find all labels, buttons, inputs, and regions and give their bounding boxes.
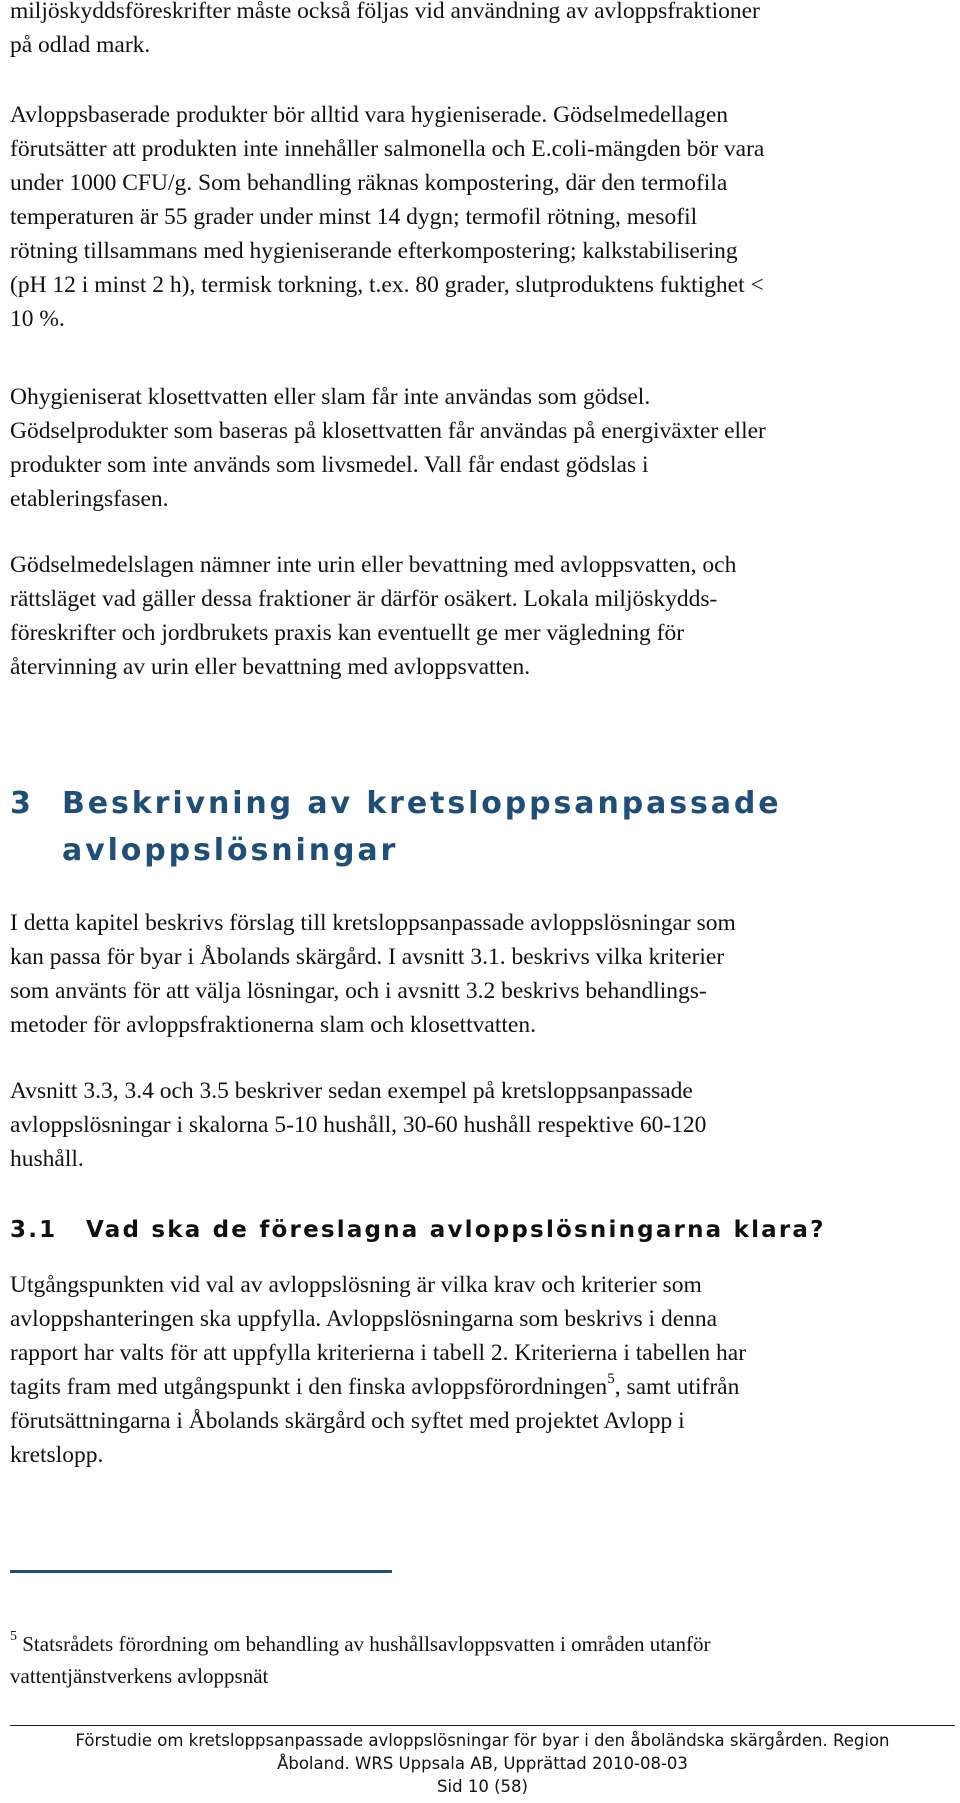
text-line: Ohygieniserat klosettvatten eller slam får inte användas som gödsel. <box>10 384 651 410</box>
page-footer <box>10 1729 955 1798</box>
section-title-line: avloppslösningar <box>62 833 399 868</box>
text-line: temperaturen är 55 grader under minst 14 dygn; termofil rötning, mesofil <box>10 204 698 230</box>
subsection-number: 3.1 <box>10 1217 58 1243</box>
subsection-heading-3-1 <box>10 1214 826 1246</box>
text-line: metoder för avloppsfraktionerna slam och klosettvatten. <box>10 1012 536 1038</box>
text-line: som använts för att välja lösningar, och i avsnitt 3.2 beskrivs behandlings- <box>10 978 707 1004</box>
paragraph-avsnitt <box>10 1074 955 1176</box>
footer-divider <box>10 1725 955 1726</box>
text-line: Utgångspunkten vid val av avloppslösning är vilka krav och kriterier som <box>10 1272 702 1298</box>
paragraph-kapitel-intro <box>10 906 955 1042</box>
text-line: rättsläget vad gäller dessa fraktioner är därför osäkert. Lokala miljöskydds- <box>10 586 718 612</box>
text-line: under 1000 CFU/g. Som behandling räknas kompostering, där den termofila <box>10 170 728 196</box>
text-line: Gödselprodukter som baseras på klosettvatten får användas på energiväxter eller <box>10 418 766 444</box>
text-line: hushåll. <box>10 1146 84 1172</box>
page-number: Sid 10 (58) <box>437 1777 528 1796</box>
text-line: Avsnitt 3.3, 3.4 och 3.5 beskriver sedan exempel på kretsloppsanpassade <box>10 1078 693 1104</box>
paragraph-klosettvatten <box>10 380 955 516</box>
paragraph-hygienisering <box>10 98 955 336</box>
text-line: Avloppsbaserade produkter bör alltid vara hygieniserade. Gödselmedellagen <box>10 102 729 128</box>
paragraph-urin <box>10 548 955 684</box>
text-line: (pH 12 i minst 2 h), termisk torkning, t.ex. 80 grader, slutproduktens fuktighet < <box>10 272 764 298</box>
section-title-line: Beskrivning av kretsloppsanpassade <box>62 786 782 821</box>
text-line: miljöskyddsföreskrifter måste också följas vid användning av avloppsfraktioner <box>10 0 760 24</box>
paragraph-odlad-mark <box>10 0 955 62</box>
text-line: Gödselmedelslagen nämner inte urin eller bevattning med avloppsvatten, och <box>10 552 737 578</box>
footnote-number: 5 <box>10 1629 17 1644</box>
text-line: avloppshanteringen ska uppfylla. Avloppslösningarna som beskrivs i denna <box>10 1306 718 1332</box>
footnote-text-line: vattentjänstverkens avloppsnät <box>10 1664 269 1688</box>
footer-citation-line: Åboland. WRS Uppsala AB, Upprättad 2010-08-03 <box>277 1754 688 1773</box>
subsection-title: Vad ska de föreslagna avloppslösningarna klara? <box>86 1217 826 1243</box>
footnote-text-line: Statsrådets förordning om behandling av hushållsavloppsvatten i områden utanför <box>22 1632 711 1656</box>
text-line: föreskrifter och jordbrukets praxis kan eventuellt ge mer vägledning för <box>10 620 685 646</box>
text-line: på odlad mark. <box>10 32 151 58</box>
footer-citation-line: Förstudie om kretsloppsanpassade avloppslösningar för byar i den åboländska skärgården. Region <box>75 1731 890 1750</box>
text-line: avloppslösningar i skalorna 5-10 hushåll, 30-60 hushåll respektive 60-120 <box>10 1112 707 1138</box>
section-number: 3 <box>10 786 34 821</box>
section-heading-3 <box>10 780 782 874</box>
footnote-reference[interactable]: 5 <box>607 1371 615 1388</box>
paragraph-utgangspunkt <box>10 1268 955 1472</box>
footnote-separator <box>10 1570 392 1573</box>
text-line: förutsätter att produkten inte innehåller salmonella och E.coli-mängden bör vara <box>10 136 765 162</box>
text-fragment: tagits fram med utgångspunkt i den finska avloppsförordningen <box>10 1374 608 1400</box>
text-line: rötning tillsammans med hygieniserande efterkompostering; kalkstabilisering <box>10 238 738 264</box>
text-line: produkter som inte används som livsmedel. Vall får endast gödslas i <box>10 452 649 478</box>
text-line <box>10 1371 740 1400</box>
text-line: 10 %. <box>10 306 65 332</box>
text-line: etableringsfasen. <box>10 486 169 512</box>
text-line: återvinning av urin eller bevattning med avloppsvatten. <box>10 654 531 680</box>
text-line: rapport har valts för att uppfylla kriterierna i tabell 2. Kriterierna i tabellen har <box>10 1340 747 1366</box>
text-line: I detta kapitel beskrivs förslag till kretsloppsanpassade avloppslösningar som <box>10 910 736 936</box>
text-line: kan passa för byar i Åbolands skärgård. I avsnitt 3.1. beskrivs vilka kriterier <box>10 944 725 970</box>
text-line: förutsättningarna i Åbolands skärgård och syftet med projektet Avlopp i <box>10 1408 685 1434</box>
footnote <box>10 1628 955 1692</box>
text-fragment: , samt utifrån <box>614 1374 740 1400</box>
text-line: kretslopp. <box>10 1442 104 1468</box>
